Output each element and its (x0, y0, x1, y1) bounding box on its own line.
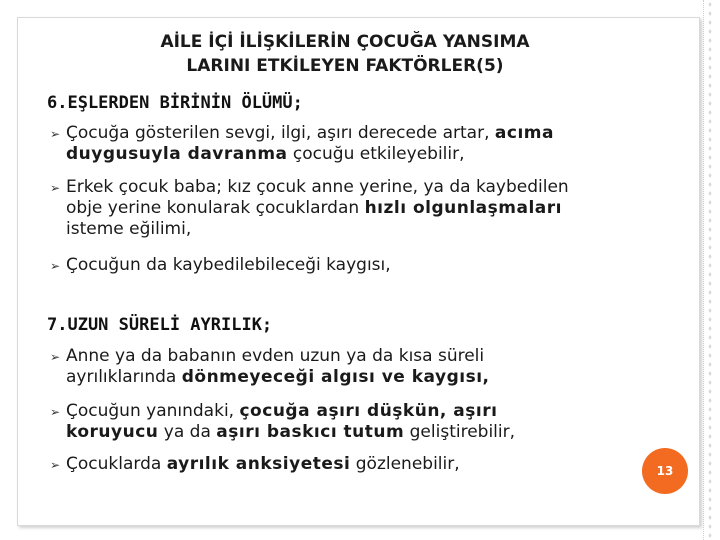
title-line-1: AİLE İÇİ İLİŞKİLERİN ÇOCUĞA YANSIMA (160, 32, 530, 52)
section-heading-7: 7.UZUN SÜRELİ AYRILIK; (47, 315, 273, 335)
slide-title (0, 30, 690, 78)
list-item: Anne ya da babanın evden uzun ya da kısa süreli ayrılıklarında dönmeyeceği algısı ve kaygısı, (66, 346, 490, 387)
list-item: Erkek çocuk baba; kız çocuk anne yerine, ya da kaybedilen obje yerine konularak çocuklardan hızlı olgunlaşmaları isteme eğilimi, (66, 177, 569, 239)
arrowhead-bullet-icon: ➢ (50, 259, 61, 273)
page-number-badge: 13 (642, 448, 688, 494)
arrowhead-bullet-icon: ➢ (50, 405, 61, 419)
arrowhead-bullet-icon: ➢ (50, 127, 61, 141)
list-item: Çocuklarda ayrılık anksiyetesi gözlenebilir, (66, 454, 460, 474)
title-line-2: LARINI ETKİLEYEN FAKTÖRLER(5) (186, 56, 504, 76)
list-item: Çocuğa gösterilen sevgi, ilgi, aşırı derecede artar, acıma duygusuyla davranma çocuğu etkileyebilir, (66, 123, 554, 164)
section-heading-6: 6.EŞLERDEN BİRİNİN ÖLÜMÜ; (47, 93, 303, 113)
list-item: Çocuğun yanındaki, çocuğa aşırı düşkün, aşırı koruyucu ya da aşırı baskıcı tutum geliştirebilir, (66, 401, 516, 442)
arrowhead-bullet-icon: ➢ (50, 181, 61, 195)
list-item: Çocuğun da kaybedilebileceği kaygısı, (66, 255, 391, 275)
arrowhead-bullet-icon: ➢ (50, 350, 61, 364)
arrowhead-bullet-icon: ➢ (50, 458, 61, 472)
decorative-dots (707, 0, 713, 540)
